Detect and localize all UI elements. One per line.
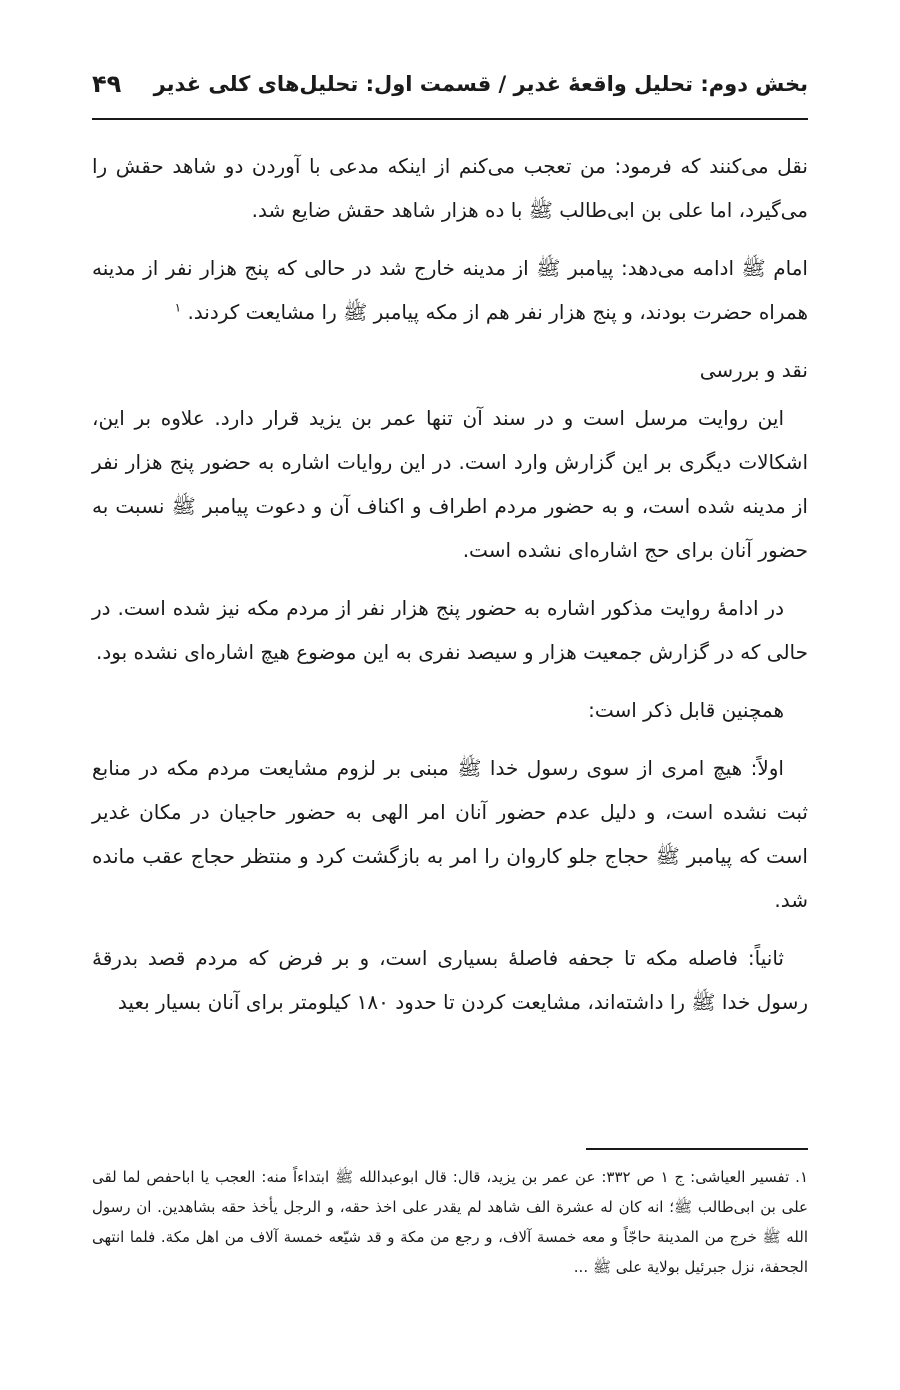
paragraph: همچنین قابل ذکر است: xyxy=(588,698,784,722)
paragraph: این روایت مرسل است و در سند آن تنها عمر بن یزید قرار دارد. علاوه بر این، اشکالات دیگری بر این گزارش وارد است. در این روایات اشاره به حضور پنج هزار نفر از مدینه شده است، و به حضور مردم اطراف و اکناف آن و دعوت پیامبر ﷺ نسبت به حضور آنان برای حج اشاره‌ای نشده است. xyxy=(92,406,808,562)
main-text xyxy=(92,144,808,1038)
header-divider xyxy=(92,118,808,120)
page-header xyxy=(92,72,808,106)
paragraph xyxy=(92,246,808,334)
running-title: بخش دوم: تحلیل واقعۀ غدیر / قسمت اول: تحلیل‌های کلی غدیر xyxy=(153,72,808,96)
page-number: ۴۹ xyxy=(92,70,122,98)
paragraph: در ادامۀ روایت مذکور اشاره به حضور پنج هزار نفر از مردم مکه نیز شده است. در حالی که در گزارش جمعیت هزار و سیصد نفری به این موضوع هیچ اشاره‌ای نشده بود. xyxy=(92,596,808,664)
paragraph: نقل می‌کنند که فرمود: من تعجب می‌کنم از اینکه مدعی با آوردن دو شاهد حقش را می‌گیرد، اما علی بن ابی‌طالب ﷺ با ده هزار شاهد حقش ضایع شد. xyxy=(92,154,808,222)
footnote-reference: ۱ xyxy=(174,300,182,315)
paragraph: ثانیاً: فاصله مکه تا جحفه فاصلۀ بسیاری است، و بر فرض که مردم قصد بدرقۀ رسول خدا ﷺ را داشته‌اند، مشایعت کردن تا حدود ۱۸۰ کیلومتر برای آنان بسیار بعید xyxy=(92,946,808,1014)
section-heading: نقد و بررسی xyxy=(699,358,808,382)
footnote-divider xyxy=(586,1148,808,1150)
paragraph-text: امام ﷺ ادامه می‌دهد: پیامبر ﷺ از مدینه خارج شد در حالی که پنج هزار نفر از مدینه همراه حضرت بودند، و پنج هزار نفر هم از مکه پیامبر ﷺ را مشایعت کردند. xyxy=(92,256,808,324)
footnote: ۱. تفسیر العیاشی: ج ۱ ص ۳۳۲: عن عمر بن یزید، قال: قال ابوعبدالله ﷺ ابتداءاً منه: العجب یا اباحفص لما لقی علی بن ابی‌طالب ﷺ؛ انه کان له عشرة الف شاهد لم یقدر علی اخذ حقه، و الرجل یأخذ حقه بشاهدین. ان رسول الله ﷺ خرج من المدینة حاجّاً و معه خمسة آلاف، و رجع من مکة و قد شیّعه خمسة آلاف من اهل مکة. فلما انتهی الجحفة، نزل جبرئیل بولایة علی ﷺ ... xyxy=(92,1168,808,1276)
paragraph: اولاً: هیچ امری از سوی رسول خدا ﷺ مبنی بر لزوم مشایعت مردم مکه در منابع ثبت نشده است، و دلیل عدم حضور آنان امر الهی به حضور حاجیان در مکان غدیر است که پیامبر ﷺ حجاج جلو کاروان را امر به بازگشت کرد و منتظر حجاج عقب مانده شد. xyxy=(92,756,808,912)
